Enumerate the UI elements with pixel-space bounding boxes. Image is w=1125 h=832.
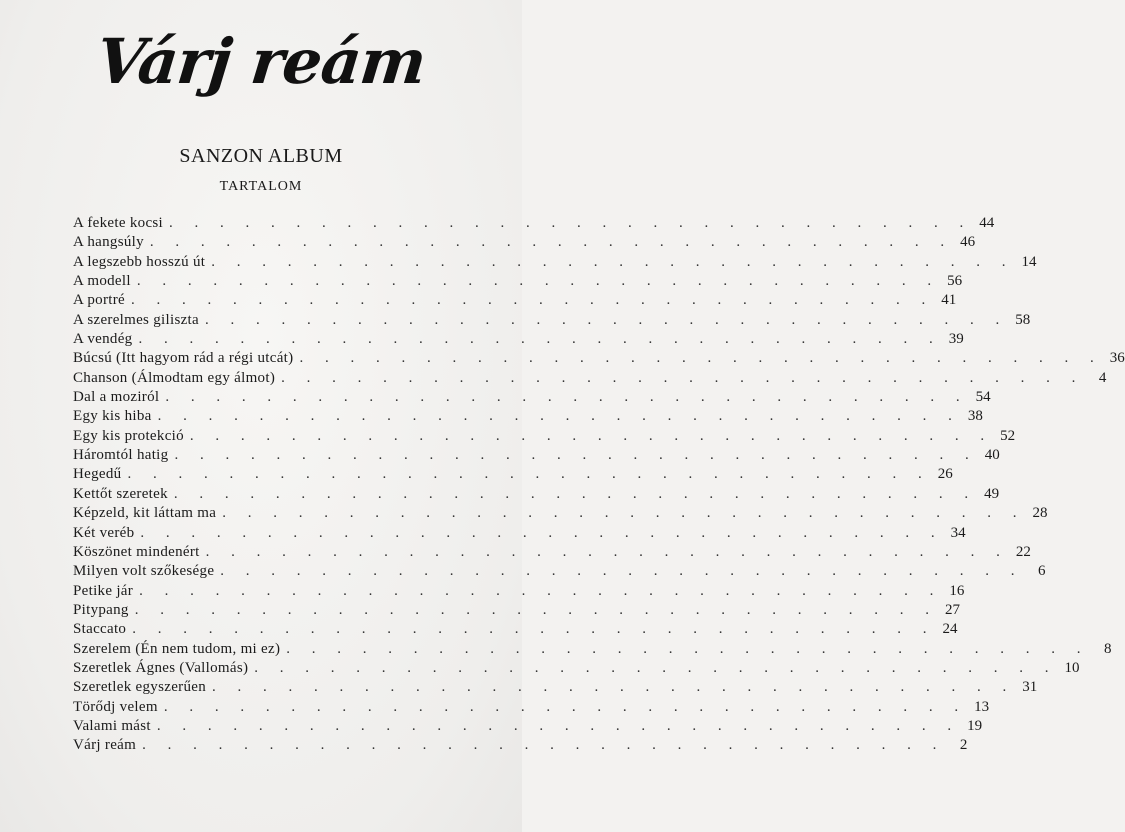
toc-entry xyxy=(73,601,960,620)
toc-leader-dots: . . . . . . . . . . . . . . . . . . . . . . . . . . . . . . . . xyxy=(189,427,994,444)
table-of-contents xyxy=(73,214,1125,756)
toc-entry-title: Törődj velem xyxy=(73,698,158,715)
toc-entry xyxy=(73,388,991,407)
toc-entry-page: 27 xyxy=(945,601,960,618)
toc-entry-title: A szerelmes giliszta xyxy=(73,311,199,328)
toc-entry xyxy=(73,524,966,543)
toc-leader-dots: . . . . . . . . . . . . . . . . . . . . . . . . . . . . . . . . xyxy=(165,389,969,406)
toc-entry-title: Milyen volt szőkesége xyxy=(73,563,215,580)
toc-entry-title: Két veréb xyxy=(73,524,135,541)
toc-entry xyxy=(73,543,1031,562)
toc-entry xyxy=(73,640,1112,659)
toc-entry-title: A legszebb hosszú út xyxy=(73,253,206,270)
toc-leader-dots: . . . . . . . . . . . . . . . . . . . . . . . . . . . . . . . . xyxy=(163,698,968,715)
toc-entry xyxy=(73,582,965,601)
toc-entry-title: Szeretlek egyszerűen xyxy=(73,679,207,696)
toc-entry-title: Hegedű xyxy=(73,466,122,483)
toc-entry-title: Egy kis hiba xyxy=(73,408,152,425)
toc-entry-page: 56 xyxy=(947,273,963,290)
toc-leader-dots: . . . . . . . . . . . . . . . . . . . . . . . . . . . . . . . . xyxy=(134,601,938,618)
toc-entry xyxy=(73,253,1037,272)
toc-entry-page: 49 xyxy=(984,485,1000,502)
toc-entry-page: 54 xyxy=(975,389,991,406)
toc-leader-dots: . . . . . . . . . . . . . . . . . . . . . . . . . . . . . . . . xyxy=(157,408,961,425)
toc-entry-page: 44 xyxy=(979,215,995,231)
toc-entry-title: Képzeld, kit láttam ma xyxy=(73,505,217,522)
toc-entry-page: 19 xyxy=(967,717,983,734)
toc-entry-page: 6 xyxy=(1038,563,1046,580)
toc-leader-dots: . . . . . . . . . . . . . . . . . . . . . . . . . . . . . . . . xyxy=(286,640,1090,657)
toc-entry-page: 31 xyxy=(1022,679,1038,696)
toc-leader-dots: . . . . . . . . . . . . . . . . . . . . . . . . . . . . . . . . xyxy=(136,273,941,290)
toc-leader-dots: . . . . . . . . . . . . . . . . . . . . . . . . . . . . . . . . xyxy=(211,253,1015,270)
toc-entry-title: A vendég xyxy=(73,331,133,348)
toc-entry-page: 41 xyxy=(941,292,957,309)
toc-entry-title: Szeretlek Ágnes (Vallomás) xyxy=(73,659,249,676)
toc-leader-dots: . . . . . . . . . . . . . . . . . . . . . . . . . . . . . . . . xyxy=(132,621,936,638)
toc-entry-title: Kettőt szeretek xyxy=(73,485,168,502)
toc-entry xyxy=(73,620,958,639)
toc-entry xyxy=(73,233,976,252)
toc-entry-title: Petike jár xyxy=(73,582,134,599)
toc-entry xyxy=(73,311,1031,330)
toc-entry-page: 52 xyxy=(1000,427,1016,444)
toc-entry xyxy=(73,291,957,310)
toc-entry xyxy=(73,698,990,717)
toc-leader-dots: . . . . . . . . . . . . . . . . . . . . . . . . . . . . . . . . xyxy=(205,543,1009,560)
toc-entry-page: 26 xyxy=(937,466,953,483)
toc-leader-dots: . . . . . . . . . . . . . . . . . . . . . . . . . . . . . . . . xyxy=(169,215,973,231)
toc-entry xyxy=(73,678,1038,697)
toc-entry-page: 39 xyxy=(948,331,964,348)
toc-entry-page: 10 xyxy=(1064,659,1080,676)
toc-entry-title: Dal a moziról xyxy=(73,389,160,406)
album-title: SANZON ALBUM xyxy=(179,145,343,167)
toc-entry-title: Búcsú (Itt hagyom rád a régi utcát) xyxy=(73,350,294,367)
toc-entry xyxy=(73,330,964,349)
toc-entry xyxy=(73,446,1000,465)
toc-entry-page: 58 xyxy=(1015,311,1031,328)
contents-title: TARTALOM xyxy=(219,179,303,194)
toc-entry-title: Chanson (Álmodtam egy álmot) xyxy=(73,369,276,386)
toc-entry-title: Pitypang xyxy=(73,601,129,618)
toc-entry-page: 28 xyxy=(1032,505,1048,522)
toc-entry xyxy=(73,485,1000,504)
toc-entry-title: A portré xyxy=(73,292,125,309)
toc-entry xyxy=(73,272,963,291)
toc-entry-page: 8 xyxy=(1104,640,1112,657)
toc-leader-dots: . . . . . . . . . . . . . . . . . . . . . . . . . . . . . . . . xyxy=(254,659,1058,676)
toc-leader-dots: . . . . . . . . . . . . . . . . . . . . . . . . . . . . . . . . xyxy=(127,466,931,483)
toc-leader-dots: . . . . . . . . . . . . . . . . . . . . . . . . . . . . . . . . xyxy=(149,234,954,251)
toc-leader-dots: . . . . . . . . . . . . . . . . . . . . . . . . . . . . . . . . xyxy=(222,505,1026,522)
toc-entry-page: 22 xyxy=(1015,543,1031,560)
toc-leader-dots: . . . . . . . . . . . . . . . . . . . . . . . . . . . . . . . . xyxy=(212,679,1016,696)
toc-entry-page: 36 xyxy=(1109,350,1125,367)
toc-leader-dots: . . . . . . . . . . . . . . . . . . . . . . . . . . . . . . . . xyxy=(174,447,978,464)
toc-entry xyxy=(73,504,1048,523)
toc-entry-title: Egy kis protekció xyxy=(73,427,184,444)
toc-entry xyxy=(73,736,968,755)
toc-entry xyxy=(73,717,983,736)
toc-entry-page: 2 xyxy=(959,737,968,754)
toc-entry xyxy=(73,562,1046,581)
toc-entry-page: 40 xyxy=(984,447,1000,464)
toc-entry-title: A hangsúly xyxy=(73,234,144,251)
toc-entry xyxy=(73,214,995,233)
toc-entry xyxy=(73,407,983,426)
toc-leader-dots: . . . . . . . . . . . . . . . . . . . . . . . . . . . . . . . . xyxy=(142,737,946,754)
toc-leader-dots: . . . . . . . . . . . . . . . . . . . . . . . . . . . . . . . . xyxy=(220,563,1024,580)
toc-entry-title: Valami mást xyxy=(73,717,151,734)
toc-entry-page: 24 xyxy=(942,621,958,638)
toc-leader-dots: . . . . . . . . . . . . . . . . . . . . . . . . . . . . . . . . xyxy=(281,369,1085,386)
toc-entry xyxy=(73,369,1107,388)
toc-leader-dots: . . . . . . . . . . . . . . . . . . . . . . . . . . . . . . . . xyxy=(299,350,1103,367)
toc-leader-dots: . . . . . . . . . . . . . . . . . . . . . . . . . . . . . . . . xyxy=(204,311,1009,328)
toc-entry-title: Háromtól hatig xyxy=(73,447,169,464)
toc-entry-title: Köszönet mindenért xyxy=(73,543,200,560)
toc-entry-page: 16 xyxy=(949,582,965,599)
toc-entry-page: 46 xyxy=(960,234,976,251)
toc-entry-title: Szerelem (Én nem tudom, mi ez) xyxy=(73,640,281,657)
toc-entry-title: Staccato xyxy=(73,621,127,638)
toc-entry-title: A modell xyxy=(73,273,131,290)
toc-entry-page: 34 xyxy=(950,524,966,541)
script-title: Várj reám xyxy=(93,25,429,98)
toc-leader-dots: . . . . . . . . . . . . . . . . . . . . . . . . . . . . . . . . xyxy=(139,582,943,599)
toc-entry-page: 13 xyxy=(974,698,990,715)
toc-entry-page: 14 xyxy=(1021,253,1037,270)
toc-entry-page: 4 xyxy=(1098,369,1107,386)
toc-leader-dots: . . . . . . . . . . . . . . . . . . . . . . . . . . . . . . . . xyxy=(156,717,961,734)
toc-leader-dots: . . . . . . . . . . . . . . . . . . . . . . . . . . . . . . . . xyxy=(140,524,944,541)
toc-leader-dots: . . . . . . . . . . . . . . . . . . . . . . . . . . . . . . . . xyxy=(173,485,978,502)
toc-entry xyxy=(73,659,1080,678)
toc-entry xyxy=(73,349,1125,368)
toc-entry-title: Várj reám xyxy=(73,737,137,754)
toc-entry-page: 38 xyxy=(967,408,983,425)
toc-entry xyxy=(73,465,953,484)
toc-entry-title: A fekete kocsi xyxy=(73,215,164,231)
toc-leader-dots: . . . . . . . . . . . . . . . . . . . . . . . . . . . . . . . . xyxy=(130,292,935,309)
toc-entry xyxy=(73,427,1016,446)
toc-leader-dots: . . . . . . . . . . . . . . . . . . . . . . . . . . . . . . . . xyxy=(138,331,942,348)
